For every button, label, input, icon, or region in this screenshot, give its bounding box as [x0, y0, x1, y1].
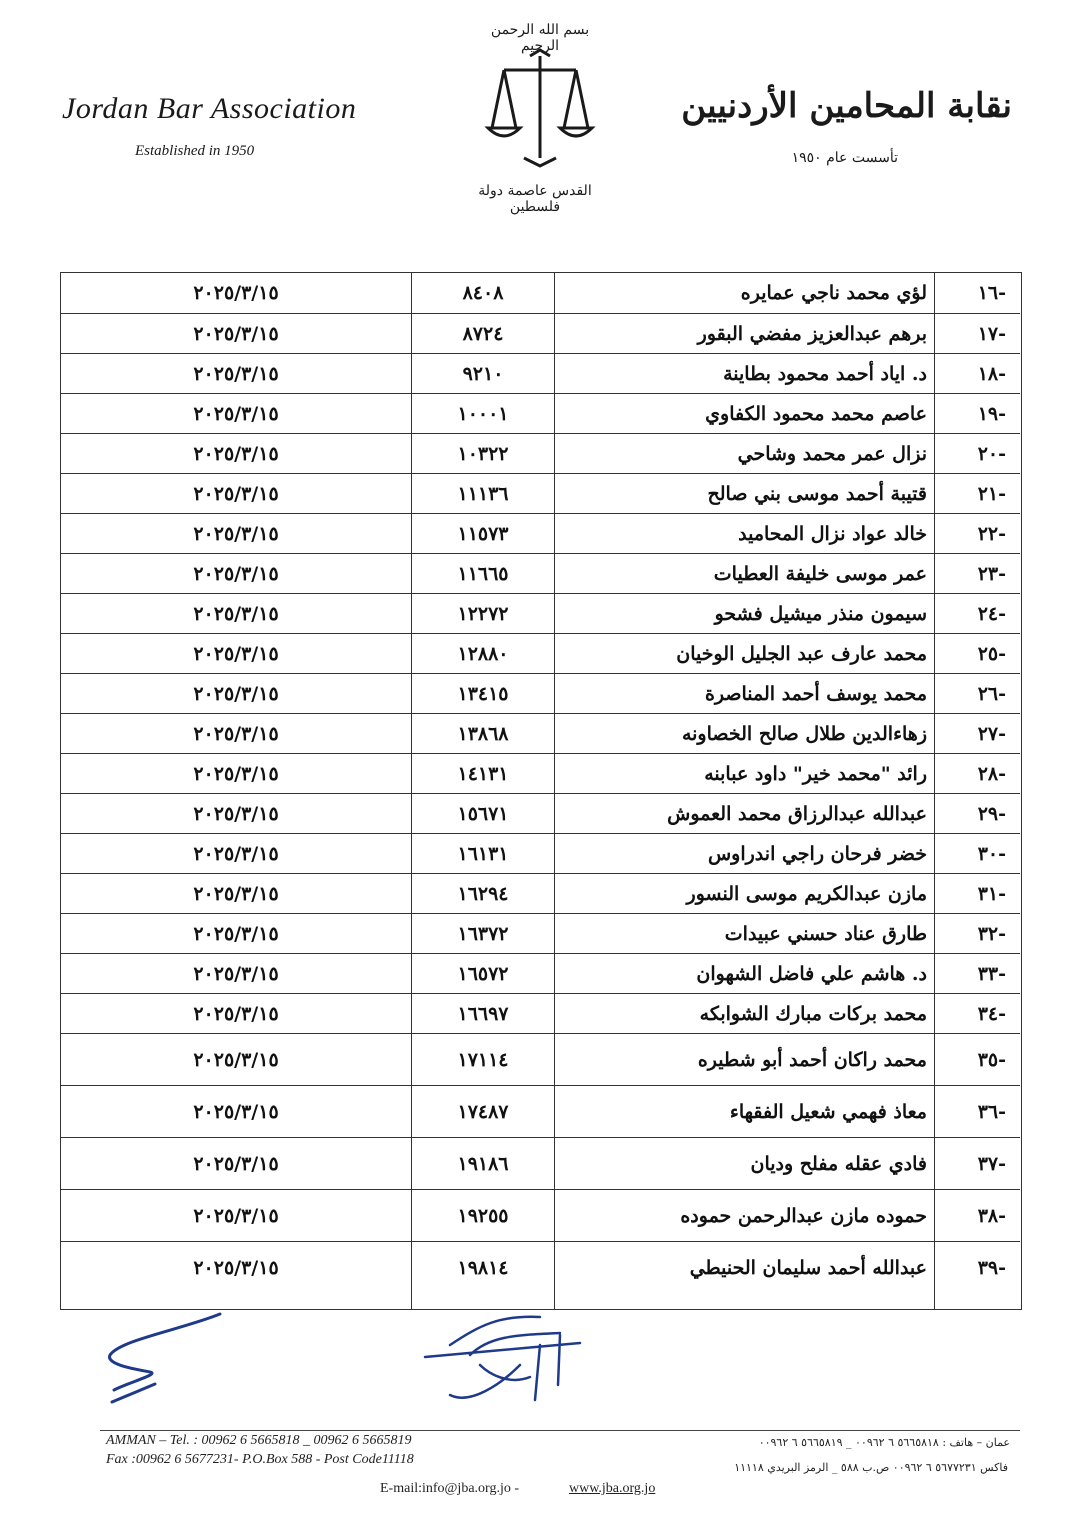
row-member-name: خالد عواد نزال المحاميد — [738, 523, 927, 545]
row-member-name: برهم عبدالعزيز مفضي البقور — [697, 323, 927, 345]
table-row — [61, 953, 1020, 994]
row-member-name: خضر فرحان راجي اندراوس — [707, 843, 927, 865]
row-member-name: حموده مازن عبدالرحمن حموده — [680, 1205, 927, 1227]
row-date: ٢٠٢٥/٣/١٥ — [193, 883, 279, 905]
row-index: -٣٠ — [977, 843, 1006, 865]
signature-left — [100, 1310, 230, 1410]
row-member-name: قتيبة أحمد موسى بني صالح — [707, 483, 927, 505]
row-index: -٢٦ — [977, 683, 1006, 705]
row-index: -٢٤ — [977, 603, 1006, 625]
row-index: -٣٣ — [977, 963, 1006, 985]
basmala: بسم الله الرحمن الرحيم — [490, 22, 590, 54]
arabic-established-line: تأسست عام ١٩٥٠ — [791, 150, 898, 166]
row-member-name: عمر موسى خليفة العطيات — [713, 563, 927, 585]
arabic-association-name: نقابة المحامين الأردنيين — [681, 86, 1012, 126]
table-row — [61, 1033, 1020, 1086]
row-member-number: ١٦٥٧٢ — [457, 963, 509, 985]
row-member-name: مازن عبدالكريم موسى النسور — [686, 883, 927, 905]
table-row — [61, 553, 1020, 594]
row-index: -٣٢ — [977, 923, 1006, 945]
row-member-name: محمد عارف عبد الجليل الوخيان — [676, 643, 927, 665]
row-member-name: فادي عقله مفلح وديان — [750, 1153, 927, 1175]
table-row — [61, 313, 1020, 354]
table-row — [61, 593, 1020, 634]
row-member-name: لؤي محمد ناجي عمايره — [740, 282, 927, 304]
row-member-name: سيمون منذر ميشيل فشحو — [714, 603, 927, 625]
row-member-number: ١٧٤٨٧ — [457, 1101, 509, 1123]
row-index: -٣٩ — [977, 1257, 1006, 1279]
table-row — [61, 633, 1020, 674]
row-member-number: ١٢٢٧٢ — [457, 603, 509, 625]
scales-of-justice-logo-icon — [484, 48, 596, 168]
row-date: ٢٠٢٥/٣/١٥ — [193, 403, 279, 425]
table-row — [61, 833, 1020, 874]
row-index: -٢٨ — [977, 763, 1006, 785]
table-row — [61, 913, 1020, 954]
english-established-line: Established in 1950 — [135, 143, 255, 159]
table-row — [61, 673, 1020, 714]
row-date: ٢٠٢٥/٣/١٥ — [193, 1003, 279, 1025]
row-date: ٢٠٢٥/٣/١٥ — [193, 563, 279, 585]
row-index: -٢٥ — [977, 643, 1006, 665]
footer-email: E-mail:info@jba.org.jo - — [380, 1481, 519, 1496]
row-index: -٢١ — [977, 483, 1006, 505]
row-member-name: عبدالله أحمد سليمان الحنيطي — [689, 1257, 927, 1279]
row-member-name: طارق عناد حسني عبيدات — [724, 923, 927, 945]
english-association-name: Jordan Bar Association — [62, 92, 357, 125]
row-member-number: ١٦٦٩٧ — [457, 1003, 509, 1025]
row-member-number: ١٥٦٧١ — [457, 803, 509, 825]
signature-center — [420, 1305, 590, 1415]
row-member-name: معاذ فهمي شعيل الفقهاء — [729, 1101, 927, 1123]
row-date: ٢٠٢٥/٣/١٥ — [193, 443, 279, 465]
row-member-number: ٨٧٢٤ — [462, 323, 504, 345]
row-index: -٣٥ — [977, 1049, 1006, 1071]
row-date: ٢٠٢٥/٣/١٥ — [193, 1205, 279, 1227]
row-member-number: ٨٤٠٨ — [462, 282, 504, 304]
table-row — [61, 1137, 1020, 1190]
row-index: -٣١ — [977, 883, 1006, 905]
row-member-name: رائد "محمد خير" داود عبابنه — [704, 763, 927, 785]
row-member-number: ١٧١١٤ — [457, 1049, 509, 1071]
row-index: -٣٧ — [977, 1153, 1006, 1175]
row-date: ٢٠٢٥/٣/١٥ — [193, 363, 279, 385]
footer-english-fax: Fax :00962 6 5677231- P.O.Box 588 - Post Code11118 — [106, 1452, 414, 1467]
row-member-name: محمد بركات مبارك الشوابكه — [699, 1003, 927, 1025]
table-row — [61, 993, 1020, 1034]
row-member-name: محمد يوسف أحمد المناصرة — [704, 683, 927, 705]
row-member-name: عاصم محمد محمود الكفاوي — [705, 403, 927, 425]
row-member-number: ١٢٨٨٠ — [457, 643, 509, 665]
table-row — [61, 433, 1020, 474]
row-member-number: ١٠٣٢٢ — [457, 443, 509, 465]
members-table — [60, 272, 1022, 1310]
row-member-number: ١١١٣٦ — [457, 483, 509, 505]
row-member-name: عبدالله عبدالرزاق محمد العموش — [667, 803, 927, 825]
row-member-name: د. اياد أحمد محمود بطاينة — [723, 363, 927, 385]
row-member-number: ١١٥٧٣ — [457, 523, 509, 545]
arabic-motto: القدس عاصمة دولة فلسطين — [478, 183, 592, 215]
row-index: -٢٠ — [977, 443, 1006, 465]
footer-divider — [100, 1430, 1020, 1431]
row-index: -١٦ — [977, 282, 1006, 304]
table-row — [61, 713, 1020, 754]
row-index: -١٧ — [977, 323, 1006, 345]
table-row — [61, 1085, 1020, 1138]
row-date: ٢٠٢٥/٣/١٥ — [193, 723, 279, 745]
table-row — [61, 513, 1020, 554]
row-date: ٢٠٢٥/٣/١٥ — [193, 1101, 279, 1123]
row-member-number: ١٣٤١٥ — [457, 683, 509, 705]
footer-arabic-fax: فاكس ٥٦٧٧٢٣١ ٦ ٠٠٩٦٢ ص.ب ٥٨٨ _ الرمز البريدي ١١١١٨ — [734, 1461, 1008, 1474]
row-date: ٢٠٢٥/٣/١٥ — [193, 803, 279, 825]
table-row — [61, 873, 1020, 914]
row-member-number: ١٠٠٠١ — [457, 403, 509, 425]
row-index: -١٩ — [977, 403, 1006, 425]
row-date: ٢٠٢٥/٣/١٥ — [193, 523, 279, 545]
row-member-number: ١٣٨٦٨ — [457, 723, 509, 745]
table-row — [61, 393, 1020, 434]
footer-website-link[interactable]: www.jba.org.jo — [569, 1481, 656, 1496]
table-row — [61, 1241, 1020, 1294]
row-date: ٢٠٢٥/٣/١٥ — [193, 683, 279, 705]
table-row — [61, 753, 1020, 794]
row-date: ٢٠٢٥/٣/١٥ — [193, 1257, 279, 1279]
row-date: ٢٠٢٥/٣/١٥ — [193, 1153, 279, 1175]
row-date: ٢٠٢٥/٣/١٥ — [193, 643, 279, 665]
row-member-number: ١٩٢٥٥ — [457, 1205, 509, 1227]
row-member-number: ١٦١٣١ — [457, 843, 509, 865]
table-row — [61, 353, 1020, 394]
row-member-name: د. هاشم علي فاضل الشهوان — [696, 963, 927, 985]
footer-arabic-contact: عمان – هاتف : ٥٦٦٥٨١٨ ٦ ٠٠٩٦٢ _ ٥٦٦٥٨١٩ ٦ ٠٠٩٦٢ — [758, 1436, 1010, 1449]
table-row — [61, 473, 1020, 514]
row-index: -٢٢ — [977, 523, 1006, 545]
row-date: ٢٠٢٥/٣/١٥ — [193, 323, 279, 345]
row-date: ٢٠٢٥/٣/١٥ — [193, 843, 279, 865]
row-date: ٢٠٢٥/٣/١٥ — [193, 923, 279, 945]
footer-english-contact: AMMAN – Tel. : 00962 6 5665818 _ 00962 6 5665819 — [106, 1433, 412, 1448]
row-date: ٢٠٢٥/٣/١٥ — [193, 282, 279, 304]
row-member-number: ١١٦٦٥ — [457, 563, 509, 585]
row-member-name: محمد راكان أحمد أبو شطيره — [697, 1049, 927, 1071]
row-member-number: ١٩١٨٦ — [457, 1153, 509, 1175]
row-member-number: ١٦٢٩٤ — [457, 883, 509, 905]
row-date: ٢٠٢٥/٣/١٥ — [193, 963, 279, 985]
row-member-number: ١٤١٣١ — [457, 763, 509, 785]
row-index: -٢٩ — [977, 803, 1006, 825]
row-member-number: ١٦٣٧٢ — [457, 923, 509, 945]
row-index: -١٨ — [977, 363, 1006, 385]
row-index: -٣٨ — [977, 1205, 1006, 1227]
row-member-number: ١٩٨١٤ — [457, 1257, 509, 1279]
table-row — [61, 793, 1020, 834]
row-member-name: زهاءالدين طلال صالح الخصاونه — [681, 723, 927, 745]
row-index: -٣٦ — [977, 1101, 1006, 1123]
row-member-name: نزال عمر محمد وشاحي — [737, 443, 927, 465]
row-index: -٢٣ — [977, 563, 1006, 585]
table-row — [61, 1189, 1020, 1242]
row-index: -٢٧ — [977, 723, 1006, 745]
row-index: -٣٤ — [977, 1003, 1006, 1025]
row-date: ٢٠٢٥/٣/١٥ — [193, 483, 279, 505]
row-date: ٢٠٢٥/٣/١٥ — [193, 1049, 279, 1071]
row-member-number: ٩٢١٠ — [462, 363, 504, 385]
table-row — [61, 273, 1020, 313]
row-date: ٢٠٢٥/٣/١٥ — [193, 763, 279, 785]
row-date: ٢٠٢٥/٣/١٥ — [193, 603, 279, 625]
